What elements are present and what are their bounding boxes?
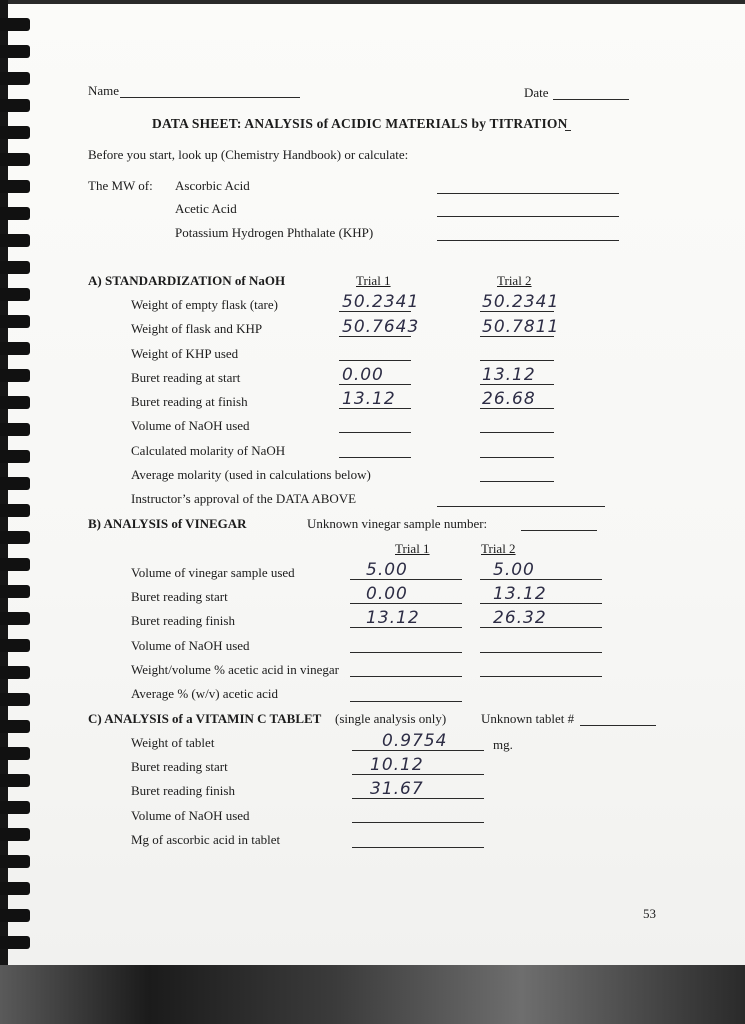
section-b-row-label: Buret reading finish [131, 613, 235, 628]
b-trial1-line[interactable] [350, 676, 462, 677]
binding-hole [0, 612, 30, 625]
binding-hole [0, 288, 30, 301]
section-a-title: A) STANDARDIZATION of NaOH [88, 273, 286, 288]
mw-acetic-line[interactable] [437, 216, 619, 217]
section-a-row-label: Instructor’s approval of the DATA ABOVE [131, 491, 357, 506]
section-b-title: B) ANALYSIS of VINEGAR [88, 516, 247, 531]
a-trial1-buret-start-value: 0.00 [342, 365, 384, 385]
binding-hole [0, 747, 30, 760]
a-trial2-tare-value: 50.2341 [482, 292, 560, 312]
c-tablet-weight-value: 0.9754 [382, 731, 448, 751]
b-trial2-buret-finish-value: 26.32 [493, 608, 547, 628]
binding-hole [0, 396, 30, 409]
mw-acetic-acid: Acetic Acid [175, 201, 237, 216]
a-average-line[interactable] [480, 481, 554, 482]
a-trial2-buret-finish-value: 26.68 [482, 389, 536, 409]
binding-hole [0, 666, 30, 679]
page-bottom-shadow [0, 965, 745, 1024]
mw-ascorbic-acid: Ascorbic Acid [175, 178, 250, 193]
binding-hole [0, 315, 30, 328]
c-buret-start-value: 10.12 [370, 755, 424, 775]
binding-hole [0, 207, 30, 220]
section-a-row-label: Weight of empty flask (tare) [131, 297, 278, 312]
binding-hole [0, 774, 30, 787]
c-unknown-line[interactable] [580, 725, 656, 726]
binding-hole [0, 720, 30, 733]
section-c-row-label: Volume of NaOH used [131, 808, 250, 823]
c-value-line[interactable] [352, 847, 484, 848]
section-a-row-label: Volume of NaOH used [131, 418, 250, 433]
binding-hole [0, 153, 30, 166]
binding-hole [0, 450, 30, 463]
a-trial1-line[interactable] [339, 432, 411, 433]
b-trial1-line[interactable] [350, 652, 462, 653]
a-trial1-line[interactable] [339, 457, 411, 458]
mw-khp-line[interactable] [437, 240, 619, 241]
binding-hole [0, 909, 30, 922]
binding-hole [0, 531, 30, 544]
section-b-row-label: Weight/volume % acetic acid in vinegar [131, 662, 339, 677]
section-b-trial1-header: Trial 1 [395, 541, 430, 556]
b-unknown-line[interactable] [521, 530, 597, 531]
binding-hole [0, 801, 30, 814]
name-label: Name [88, 83, 120, 98]
b-trial2-line[interactable] [480, 652, 602, 653]
c-value-line[interactable] [352, 822, 484, 823]
binding-hole [0, 126, 30, 139]
section-a-row-label: Weight of KHP used [131, 346, 239, 361]
section-c-row-label: Weight of tablet [131, 735, 215, 750]
section-c-row-label: Buret reading finish [131, 783, 235, 798]
section-c-title: C) ANALYSIS of a VITAMIN C TABLET [88, 711, 322, 726]
binding-hole [0, 477, 30, 490]
section-b-row-label: Volume of NaOH used [131, 638, 250, 653]
b-trial2-volume-value: 5.00 [493, 560, 535, 580]
section-b-row-label: Average % (w/v) acetic acid [131, 686, 279, 701]
spiral-binding [0, 0, 34, 965]
binding-hole [0, 693, 30, 706]
binding-hole [0, 234, 30, 247]
section-a-row-label: Buret reading at finish [131, 394, 248, 409]
a-trial1-flask-khp-value: 50.7643 [342, 317, 420, 337]
name-line[interactable] [120, 97, 300, 98]
section-a-row-label: Buret reading at start [131, 370, 241, 385]
title-underscore [565, 130, 571, 131]
binding-hole [0, 261, 30, 274]
binding-hole [0, 369, 30, 382]
a-trial2-line[interactable] [480, 432, 554, 433]
a-trial2-flask-khp-value: 50.7811 [482, 317, 560, 337]
binding-hole [0, 45, 30, 58]
binding-hole [0, 855, 30, 868]
section-a-trial2-header: Trial 2 [497, 273, 532, 288]
section-b-trial2-header: Trial 2 [481, 541, 516, 556]
binding-hole [0, 504, 30, 517]
b-average-line[interactable] [350, 701, 462, 702]
binding-hole [0, 828, 30, 841]
a-trial1-buret-finish-value: 13.12 [342, 389, 396, 409]
section-a-trial1-header: Trial 1 [356, 273, 391, 288]
a-trial2-buret-start-value: 13.12 [482, 365, 536, 385]
b-trial1-buret-start-value: 0.00 [366, 584, 408, 604]
b-trial1-buret-finish-value: 13.12 [366, 608, 420, 628]
a-trial1-tare-value: 50.2341 [342, 292, 420, 312]
page-top-edge [0, 0, 745, 4]
date-label: Date [524, 85, 549, 100]
binding-hole [0, 423, 30, 436]
binding-hole [0, 639, 30, 652]
c-buret-finish-value: 31.67 [370, 779, 424, 799]
a-trial2-line[interactable] [480, 457, 554, 458]
binding-hole [0, 342, 30, 355]
binding-hole [0, 18, 30, 31]
section-c-row-label: Buret reading start [131, 759, 228, 774]
section-c-row-label: Mg of ascorbic acid in tablet [131, 832, 281, 847]
binding-hole [0, 882, 30, 895]
binding-hole [0, 99, 30, 112]
section-c-unit: mg. [493, 737, 513, 752]
page-number: 53 [643, 906, 656, 921]
section-c-note: (single analysis only) [335, 711, 447, 726]
binding-hole [0, 180, 30, 193]
a-trial2-line[interactable] [480, 360, 554, 361]
section-a-row-label: Calculated molarity of NaOH [131, 443, 286, 458]
b-trial2-buret-start-value: 13.12 [493, 584, 547, 604]
b-trial2-line[interactable] [480, 676, 602, 677]
mw-label: The MW of: [88, 178, 153, 193]
mw-ascorbic-line[interactable] [437, 193, 619, 194]
binding-hole [0, 72, 30, 85]
section-c-unknown-label: Unknown tablet # [481, 711, 575, 726]
page-title: DATA SHEET: ANALYSIS of ACIDIC MATERIALS by TITRATION [152, 116, 568, 131]
section-b-row-label: Buret reading start [131, 589, 228, 604]
instructions: Before you start, look up (Chemistry Handbook) or calculate: [88, 147, 409, 162]
a-trial1-line[interactable] [339, 360, 411, 361]
section-a-row-label: Weight of flask and KHP [131, 321, 263, 336]
mw-khp: Potassium Hydrogen Phthalate (KHP) [175, 225, 374, 240]
binding-hole [0, 558, 30, 571]
a-approval-line[interactable] [437, 506, 605, 507]
section-b-row-label: Volume of vinegar sample used [131, 565, 295, 580]
binding-hole [0, 585, 30, 598]
section-a-row-label: Average molarity (used in calculations below) [131, 467, 371, 482]
section-b-unknown-label: Unknown vinegar sample number: [307, 516, 488, 531]
date-line[interactable] [553, 99, 629, 100]
b-trial1-volume-value: 5.00 [366, 560, 408, 580]
binding-hole [0, 936, 30, 949]
